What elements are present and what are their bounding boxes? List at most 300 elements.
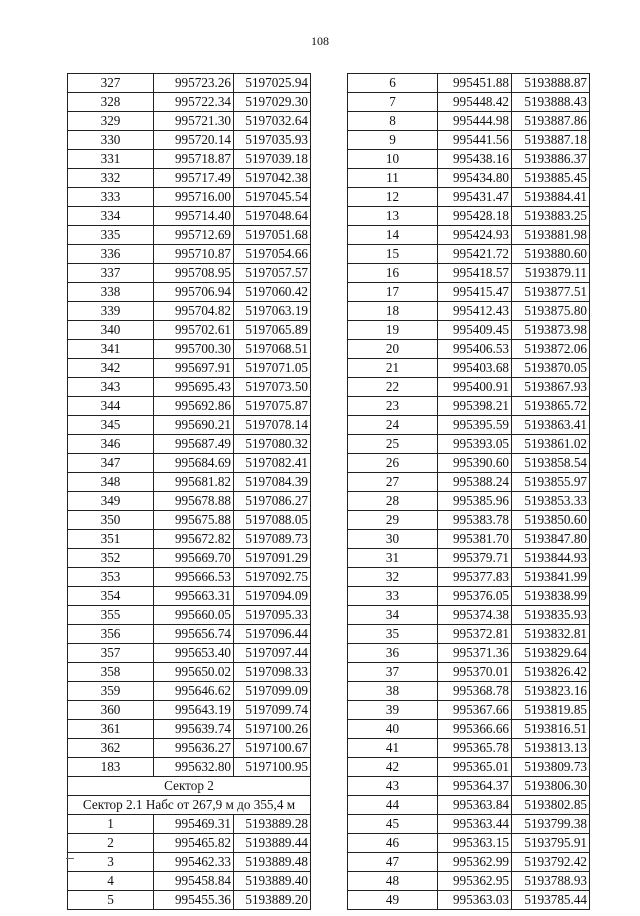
point-number-cell: 6 <box>348 74 438 93</box>
x-coordinate-cell: 995632.80 <box>154 758 234 777</box>
x-coordinate-cell: 995383.78 <box>438 511 512 530</box>
point-number-cell: 44 <box>348 796 438 815</box>
y-coordinate-cell: 5193816.51 <box>512 720 590 739</box>
table-row <box>348 720 590 739</box>
y-coordinate-cell: 5193883.25 <box>512 207 590 226</box>
x-coordinate-cell: 995415.47 <box>438 283 512 302</box>
y-coordinate-cell: 5193802.85 <box>512 796 590 815</box>
point-number-cell: 335 <box>68 226 154 245</box>
table-row <box>68 131 311 150</box>
point-number-cell: 39 <box>348 701 438 720</box>
y-coordinate-cell: 5193889.48 <box>234 853 311 872</box>
table-row <box>68 872 311 891</box>
x-coordinate-cell: 995390.60 <box>438 454 512 473</box>
x-coordinate-cell: 995702.61 <box>154 321 234 340</box>
y-coordinate-cell: 5193829.64 <box>512 644 590 663</box>
table-row <box>348 302 590 321</box>
table-row <box>348 454 590 473</box>
point-number-cell: 346 <box>68 435 154 454</box>
y-coordinate-cell: 5197035.93 <box>234 131 311 150</box>
table-row <box>348 435 590 454</box>
table-row <box>348 891 590 910</box>
y-coordinate-cell: 5197097.44 <box>234 644 311 663</box>
point-number-cell: 26 <box>348 454 438 473</box>
x-coordinate-cell: 995721.30 <box>154 112 234 131</box>
point-number-cell: 35 <box>348 625 438 644</box>
x-coordinate-cell: 995666.53 <box>154 568 234 587</box>
point-number-cell: 11 <box>348 169 438 188</box>
table-row <box>68 340 311 359</box>
x-coordinate-cell: 995448.42 <box>438 93 512 112</box>
table-row <box>348 777 590 796</box>
point-number-cell: 19 <box>348 321 438 340</box>
point-number-cell: 340 <box>68 321 154 340</box>
table-row <box>68 739 311 758</box>
table-row <box>348 131 590 150</box>
table-row <box>348 112 590 131</box>
table-row <box>68 492 311 511</box>
y-coordinate-cell: 5193867.93 <box>512 378 590 397</box>
point-number-cell: 5 <box>68 891 154 910</box>
x-coordinate-cell: 995388.24 <box>438 473 512 492</box>
table-row <box>68 530 311 549</box>
table-row <box>348 815 590 834</box>
table-row <box>348 150 590 169</box>
point-number-cell: 361 <box>68 720 154 739</box>
table-row <box>348 93 590 112</box>
y-coordinate-cell: 5193889.44 <box>234 834 311 853</box>
y-coordinate-cell: 5197100.67 <box>234 739 311 758</box>
y-coordinate-cell: 5197098.33 <box>234 663 311 682</box>
point-number-cell: 12 <box>348 188 438 207</box>
x-coordinate-cell: 995712.69 <box>154 226 234 245</box>
x-coordinate-cell: 995722.34 <box>154 93 234 112</box>
table-row <box>348 321 590 340</box>
point-number-cell: 41 <box>348 739 438 758</box>
y-coordinate-cell: 5193886.37 <box>512 150 590 169</box>
x-coordinate-cell: 995451.88 <box>438 74 512 93</box>
point-number-cell: 24 <box>348 416 438 435</box>
table-row <box>348 853 590 872</box>
table-row <box>68 454 311 473</box>
table-row <box>348 359 590 378</box>
y-coordinate-cell: 5193881.98 <box>512 226 590 245</box>
x-coordinate-cell: 995704.82 <box>154 302 234 321</box>
x-coordinate-cell: 995367.66 <box>438 701 512 720</box>
table-row <box>348 169 590 188</box>
y-coordinate-cell: 5193809.73 <box>512 758 590 777</box>
y-coordinate-cell: 5197042.38 <box>234 169 311 188</box>
point-number-cell: 13 <box>348 207 438 226</box>
y-coordinate-cell: 5197091.29 <box>234 549 311 568</box>
table-row <box>68 245 311 264</box>
table-row <box>348 264 590 283</box>
x-coordinate-cell: 995365.78 <box>438 739 512 758</box>
table-row <box>68 701 311 720</box>
x-coordinate-cell: 995363.15 <box>438 834 512 853</box>
table-row <box>348 549 590 568</box>
point-number-cell: 1 <box>68 815 154 834</box>
point-number-cell: 334 <box>68 207 154 226</box>
y-coordinate-cell: 5193887.18 <box>512 131 590 150</box>
point-number-cell: 4 <box>68 872 154 891</box>
point-number-cell: 327 <box>68 74 154 93</box>
y-coordinate-cell: 5197082.41 <box>234 454 311 473</box>
x-coordinate-cell: 995403.68 <box>438 359 512 378</box>
point-number-cell: 9 <box>348 131 438 150</box>
table-row <box>68 302 311 321</box>
point-number-cell: 29 <box>348 511 438 530</box>
point-number-cell: 350 <box>68 511 154 530</box>
x-coordinate-cell: 995434.80 <box>438 169 512 188</box>
x-coordinate-cell: 995717.49 <box>154 169 234 188</box>
point-number-cell: 15 <box>348 245 438 264</box>
point-number-cell: 357 <box>68 644 154 663</box>
y-coordinate-cell: 5193889.20 <box>234 891 311 910</box>
x-coordinate-cell: 995469.31 <box>154 815 234 834</box>
table-row <box>68 587 311 606</box>
table-row <box>68 682 311 701</box>
x-coordinate-cell: 995720.14 <box>154 131 234 150</box>
y-coordinate-cell: 5193861.02 <box>512 435 590 454</box>
point-number-cell: 3 <box>68 853 154 872</box>
table-row <box>348 511 590 530</box>
y-coordinate-cell: 5193877.51 <box>512 283 590 302</box>
coordinates-table-left <box>67 73 311 910</box>
x-coordinate-cell: 995455.36 <box>154 891 234 910</box>
y-coordinate-cell: 5193879.11 <box>512 264 590 283</box>
point-number-cell: 328 <box>68 93 154 112</box>
point-number-cell: 333 <box>68 188 154 207</box>
right-table-body <box>348 74 590 910</box>
y-coordinate-cell: 5193841.99 <box>512 568 590 587</box>
x-coordinate-cell: 995458.84 <box>154 872 234 891</box>
table-row <box>348 625 590 644</box>
y-coordinate-cell: 5197088.05 <box>234 511 311 530</box>
page-number: 108 <box>311 34 329 48</box>
point-number-cell: 336 <box>68 245 154 264</box>
y-coordinate-cell: 5193832.81 <box>512 625 590 644</box>
x-coordinate-cell: 995695.43 <box>154 378 234 397</box>
table-row <box>68 112 311 131</box>
y-coordinate-cell: 5197073.50 <box>234 378 311 397</box>
table-row <box>68 435 311 454</box>
x-coordinate-cell: 995700.30 <box>154 340 234 359</box>
y-coordinate-cell: 5193847.80 <box>512 530 590 549</box>
y-coordinate-cell: 5197068.51 <box>234 340 311 359</box>
x-coordinate-cell: 995418.57 <box>438 264 512 283</box>
point-number-cell: 344 <box>68 397 154 416</box>
table-row <box>348 682 590 701</box>
y-coordinate-cell: 5193838.99 <box>512 587 590 606</box>
y-coordinate-cell: 5193795.91 <box>512 834 590 853</box>
y-coordinate-cell: 5193819.85 <box>512 701 590 720</box>
table-row <box>68 720 311 739</box>
y-coordinate-cell: 5197095.33 <box>234 606 311 625</box>
table-row <box>68 74 311 93</box>
point-number-cell: 20 <box>348 340 438 359</box>
x-coordinate-cell: 995636.27 <box>154 739 234 758</box>
point-number-cell: 45 <box>348 815 438 834</box>
table-row <box>348 758 590 777</box>
y-coordinate-cell: 5193889.28 <box>234 815 311 834</box>
y-coordinate-cell: 5197089.73 <box>234 530 311 549</box>
x-coordinate-cell: 995362.95 <box>438 872 512 891</box>
x-coordinate-cell: 995650.02 <box>154 663 234 682</box>
sector-heading-section <box>68 777 311 815</box>
y-coordinate-cell: 5193835.93 <box>512 606 590 625</box>
x-coordinate-cell: 995364.37 <box>438 777 512 796</box>
point-number-cell: 7 <box>348 93 438 112</box>
y-coordinate-cell: 5197054.66 <box>234 245 311 264</box>
point-number-cell: 14 <box>348 226 438 245</box>
subsector-heading-row <box>68 796 311 815</box>
point-number-cell: 16 <box>348 264 438 283</box>
point-number-cell: 355 <box>68 606 154 625</box>
x-coordinate-cell: 995374.38 <box>438 606 512 625</box>
table-row <box>348 587 590 606</box>
point-number-cell: 37 <box>348 663 438 682</box>
point-number-cell: 354 <box>68 587 154 606</box>
y-coordinate-cell: 5197096.44 <box>234 625 311 644</box>
x-coordinate-cell: 995706.94 <box>154 283 234 302</box>
table-row <box>348 283 590 302</box>
y-coordinate-cell: 5197099.09 <box>234 682 311 701</box>
table-row <box>68 169 311 188</box>
table-row <box>348 416 590 435</box>
table-row <box>68 264 311 283</box>
y-coordinate-cell: 5193872.06 <box>512 340 590 359</box>
y-coordinate-cell: 5193844.93 <box>512 549 590 568</box>
table-row <box>348 606 590 625</box>
y-coordinate-cell: 5193826.42 <box>512 663 590 682</box>
x-coordinate-cell: 995465.82 <box>154 834 234 853</box>
point-number-cell: 358 <box>68 663 154 682</box>
y-coordinate-cell: 5197048.64 <box>234 207 311 226</box>
x-coordinate-cell: 995365.01 <box>438 758 512 777</box>
y-coordinate-cell: 5193792.42 <box>512 853 590 872</box>
y-coordinate-cell: 5193806.30 <box>512 777 590 796</box>
point-number-cell: 329 <box>68 112 154 131</box>
y-coordinate-cell: 5197084.39 <box>234 473 311 492</box>
point-number-cell: 359 <box>68 682 154 701</box>
point-number-cell: 8 <box>348 112 438 131</box>
point-number-cell: 10 <box>348 150 438 169</box>
x-coordinate-cell: 995714.40 <box>154 207 234 226</box>
table-row <box>68 549 311 568</box>
point-number-cell: 30 <box>348 530 438 549</box>
point-number-cell: 348 <box>68 473 154 492</box>
table-row <box>348 397 590 416</box>
x-coordinate-cell: 995669.70 <box>154 549 234 568</box>
point-number-cell: 43 <box>348 777 438 796</box>
y-coordinate-cell: 5197045.54 <box>234 188 311 207</box>
x-coordinate-cell: 995681.82 <box>154 473 234 492</box>
y-coordinate-cell: 5197029.30 <box>234 93 311 112</box>
point-number-cell: 46 <box>348 834 438 853</box>
table-row <box>68 758 311 777</box>
table-row <box>348 663 590 682</box>
point-number-cell: 25 <box>348 435 438 454</box>
point-number-cell: 330 <box>68 131 154 150</box>
y-coordinate-cell: 5193870.05 <box>512 359 590 378</box>
point-number-cell: 362 <box>68 739 154 758</box>
y-coordinate-cell: 5193853.33 <box>512 492 590 511</box>
table-row <box>68 188 311 207</box>
left-table-body-upper <box>68 74 311 777</box>
point-number-cell: 17 <box>348 283 438 302</box>
y-coordinate-cell: 5197051.68 <box>234 226 311 245</box>
y-coordinate-cell: 5193885.45 <box>512 169 590 188</box>
y-coordinate-cell: 5197100.26 <box>234 720 311 739</box>
y-coordinate-cell: 5197080.32 <box>234 435 311 454</box>
y-coordinate-cell: 5197063.19 <box>234 302 311 321</box>
x-coordinate-cell: 995379.71 <box>438 549 512 568</box>
table-row <box>348 644 590 663</box>
y-coordinate-cell: 5197071.05 <box>234 359 311 378</box>
x-coordinate-cell: 995398.21 <box>438 397 512 416</box>
point-number-cell: 36 <box>348 644 438 663</box>
point-number-cell: 349 <box>68 492 154 511</box>
x-coordinate-cell: 995370.01 <box>438 663 512 682</box>
x-coordinate-cell: 995708.95 <box>154 264 234 283</box>
table-row <box>68 473 311 492</box>
table-row <box>68 378 311 397</box>
table-row <box>348 207 590 226</box>
x-coordinate-cell: 995393.05 <box>438 435 512 454</box>
left-table-body-lower <box>68 815 311 910</box>
y-coordinate-cell: 5193785.44 <box>512 891 590 910</box>
x-coordinate-cell: 995385.96 <box>438 492 512 511</box>
y-coordinate-cell: 5197099.74 <box>234 701 311 720</box>
point-number-cell: 40 <box>348 720 438 739</box>
table-row <box>68 511 311 530</box>
x-coordinate-cell: 995663.31 <box>154 587 234 606</box>
x-coordinate-cell: 995412.43 <box>438 302 512 321</box>
y-coordinate-cell: 5193799.38 <box>512 815 590 834</box>
point-number-cell: 34 <box>348 606 438 625</box>
x-coordinate-cell: 995643.19 <box>154 701 234 720</box>
x-coordinate-cell: 995362.99 <box>438 853 512 872</box>
x-coordinate-cell: 995366.66 <box>438 720 512 739</box>
x-coordinate-cell: 995718.87 <box>154 150 234 169</box>
y-coordinate-cell: 5197057.57 <box>234 264 311 283</box>
x-coordinate-cell: 995675.88 <box>154 511 234 530</box>
x-coordinate-cell: 995438.16 <box>438 150 512 169</box>
y-coordinate-cell: 5197060.42 <box>234 283 311 302</box>
y-coordinate-cell: 5193888.43 <box>512 93 590 112</box>
x-coordinate-cell: 995646.62 <box>154 682 234 701</box>
y-coordinate-cell: 5197025.94 <box>234 74 311 93</box>
y-coordinate-cell: 5197065.89 <box>234 321 311 340</box>
x-coordinate-cell: 995406.53 <box>438 340 512 359</box>
y-coordinate-cell: 5197039.18 <box>234 150 311 169</box>
table-row <box>68 283 311 302</box>
point-number-cell: 347 <box>68 454 154 473</box>
point-number-cell: 32 <box>348 568 438 587</box>
point-number-cell: 341 <box>68 340 154 359</box>
table-row <box>348 226 590 245</box>
table-row <box>348 473 590 492</box>
table-row <box>348 492 590 511</box>
y-coordinate-cell: 5193880.60 <box>512 245 590 264</box>
y-coordinate-cell: 5197092.75 <box>234 568 311 587</box>
y-coordinate-cell: 5193855.97 <box>512 473 590 492</box>
footer-dash <box>66 858 74 859</box>
coordinates-table-right <box>347 73 590 910</box>
sector-heading: Сектор 2 <box>68 777 311 796</box>
x-coordinate-cell: 995656.74 <box>154 625 234 644</box>
table-row <box>68 625 311 644</box>
y-coordinate-cell: 5193863.41 <box>512 416 590 435</box>
x-coordinate-cell: 995400.91 <box>438 378 512 397</box>
table-row <box>348 568 590 587</box>
table-row <box>68 226 311 245</box>
x-coordinate-cell: 995372.81 <box>438 625 512 644</box>
table-row <box>348 834 590 853</box>
point-number-cell: 47 <box>348 853 438 872</box>
y-coordinate-cell: 5193858.54 <box>512 454 590 473</box>
y-coordinate-cell: 5193823.16 <box>512 682 590 701</box>
point-number-cell: 331 <box>68 150 154 169</box>
y-coordinate-cell: 5193813.13 <box>512 739 590 758</box>
y-coordinate-cell: 5197100.95 <box>234 758 311 777</box>
table-row <box>68 606 311 625</box>
point-number-cell: 337 <box>68 264 154 283</box>
x-coordinate-cell: 995697.91 <box>154 359 234 378</box>
point-number-cell: 27 <box>348 473 438 492</box>
x-coordinate-cell: 995639.74 <box>154 720 234 739</box>
point-number-cell: 356 <box>68 625 154 644</box>
point-number-cell: 338 <box>68 283 154 302</box>
point-number-cell: 351 <box>68 530 154 549</box>
table-row <box>348 74 590 93</box>
y-coordinate-cell: 5197032.64 <box>234 112 311 131</box>
sector-heading-row <box>68 777 311 796</box>
y-coordinate-cell: 5193888.87 <box>512 74 590 93</box>
y-coordinate-cell: 5193889.40 <box>234 872 311 891</box>
point-number-cell: 332 <box>68 169 154 188</box>
subsector-heading: Сектор 2.1 Набс от 267,9 м до 355,4 м <box>68 796 311 815</box>
x-coordinate-cell: 995684.69 <box>154 454 234 473</box>
point-number-cell: 18 <box>348 302 438 321</box>
point-number-cell: 49 <box>348 891 438 910</box>
table-row <box>68 359 311 378</box>
table-row <box>68 663 311 682</box>
x-coordinate-cell: 995687.49 <box>154 435 234 454</box>
x-coordinate-cell: 995376.05 <box>438 587 512 606</box>
table-row <box>348 188 590 207</box>
x-coordinate-cell: 995678.88 <box>154 492 234 511</box>
x-coordinate-cell: 995716.00 <box>154 188 234 207</box>
table-row <box>348 872 590 891</box>
point-number-cell: 31 <box>348 549 438 568</box>
y-coordinate-cell: 5197094.09 <box>234 587 311 606</box>
point-number-cell: 28 <box>348 492 438 511</box>
x-coordinate-cell: 995444.98 <box>438 112 512 131</box>
table-row <box>68 397 311 416</box>
x-coordinate-cell: 995363.84 <box>438 796 512 815</box>
table-row <box>68 834 311 853</box>
point-number-cell: 48 <box>348 872 438 891</box>
point-number-cell: 339 <box>68 302 154 321</box>
x-coordinate-cell: 995723.26 <box>154 74 234 93</box>
table-row <box>348 796 590 815</box>
y-coordinate-cell: 5193884.41 <box>512 188 590 207</box>
x-coordinate-cell: 995441.56 <box>438 131 512 150</box>
y-coordinate-cell: 5193873.98 <box>512 321 590 340</box>
point-number-cell: 22 <box>348 378 438 397</box>
